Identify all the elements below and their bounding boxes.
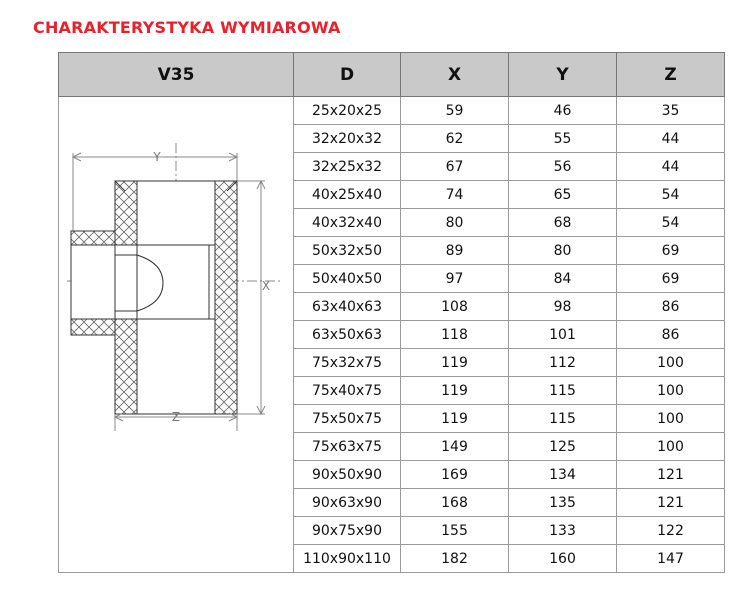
- cell-y: 135: [509, 489, 617, 517]
- cell-z: 86: [617, 321, 725, 349]
- tee-fitting-drawing: [59, 97, 294, 577]
- cell-d: 90x63x90: [294, 489, 401, 517]
- cell-x: 62: [401, 125, 509, 153]
- x-dimension: [237, 181, 265, 414]
- cell-x: 155: [401, 517, 509, 545]
- cell-d: 40x25x40: [294, 181, 401, 209]
- cell-x: 67: [401, 153, 509, 181]
- cell-y: 160: [509, 545, 617, 573]
- cell-x: 89: [401, 237, 509, 265]
- cell-y: 134: [509, 461, 617, 489]
- cell-d: 32x25x32: [294, 153, 401, 181]
- page-title: CHARAKTERYSTYKA WYMIAROWA: [33, 18, 341, 37]
- table-body: [59, 97, 725, 573]
- cell-z: 44: [617, 125, 725, 153]
- header-z: Z: [617, 53, 725, 97]
- cell-z: 121: [617, 461, 725, 489]
- header-y: Y: [509, 53, 617, 97]
- cell-x: 80: [401, 209, 509, 237]
- cell-x: 119: [401, 349, 509, 377]
- cell-d: 90x50x90: [294, 461, 401, 489]
- cell-x: 149: [401, 433, 509, 461]
- cell-y: 98: [509, 293, 617, 321]
- cell-d: 63x40x63: [294, 293, 401, 321]
- cell-x: 59: [401, 97, 509, 125]
- cell-d: 40x32x40: [294, 209, 401, 237]
- cell-x: 168: [401, 489, 509, 517]
- cell-d: 63x50x63: [294, 321, 401, 349]
- table-row: [59, 97, 725, 125]
- cell-d: 75x40x75: [294, 377, 401, 405]
- x-label: X: [261, 279, 271, 293]
- cell-d: 75x50x75: [294, 405, 401, 433]
- cell-y: 115: [509, 405, 617, 433]
- cell-x: 182: [401, 545, 509, 573]
- header-v35: V35: [59, 53, 294, 97]
- cell-y: 84: [509, 265, 617, 293]
- cell-z: 69: [617, 237, 725, 265]
- cell-z: 100: [617, 377, 725, 405]
- cell-y: 125: [509, 433, 617, 461]
- cell-z: 35: [617, 97, 725, 125]
- cell-x: 119: [401, 405, 509, 433]
- table-header-row: [59, 53, 725, 97]
- cell-z: 100: [617, 349, 725, 377]
- cell-x: 74: [401, 181, 509, 209]
- cell-y: 68: [509, 209, 617, 237]
- cell-y: 80: [509, 237, 617, 265]
- cell-y: 133: [509, 517, 617, 545]
- cell-z: 44: [617, 153, 725, 181]
- cell-d: 50x40x50: [294, 265, 401, 293]
- cell-z: 147: [617, 545, 725, 573]
- cell-x: 118: [401, 321, 509, 349]
- cell-y: 55: [509, 125, 617, 153]
- cell-y: 101: [509, 321, 617, 349]
- cell-x: 108: [401, 293, 509, 321]
- cell-d: 75x32x75: [294, 349, 401, 377]
- tee-drawing-cell: [59, 97, 294, 573]
- cell-z: 69: [617, 265, 725, 293]
- cell-z: 121: [617, 489, 725, 517]
- cell-x: 97: [401, 265, 509, 293]
- cell-z: 54: [617, 181, 725, 209]
- cell-x: 169: [401, 461, 509, 489]
- cell-z: 122: [617, 517, 725, 545]
- header-d: D: [294, 53, 401, 97]
- cell-z: 100: [617, 433, 725, 461]
- cell-z: 86: [617, 293, 725, 321]
- cell-y: 46: [509, 97, 617, 125]
- cell-d: 110x90x110: [294, 545, 401, 573]
- cell-d: 75x63x75: [294, 433, 401, 461]
- y-label: Y: [153, 150, 161, 164]
- cell-z: 100: [617, 405, 725, 433]
- z-label: Z: [171, 410, 181, 424]
- cell-d: 32x20x32: [294, 125, 401, 153]
- cell-y: 65: [509, 181, 617, 209]
- cell-d: 25x20x25: [294, 97, 401, 125]
- tee-body: [71, 181, 237, 414]
- dimensions-table: [58, 52, 725, 573]
- cell-x: 119: [401, 377, 509, 405]
- cell-y: 115: [509, 377, 617, 405]
- cell-d: 90x75x90: [294, 517, 401, 545]
- cell-z: 54: [617, 209, 725, 237]
- cell-d: 50x32x50: [294, 237, 401, 265]
- cell-y: 112: [509, 349, 617, 377]
- header-x: X: [401, 53, 509, 97]
- cell-y: 56: [509, 153, 617, 181]
